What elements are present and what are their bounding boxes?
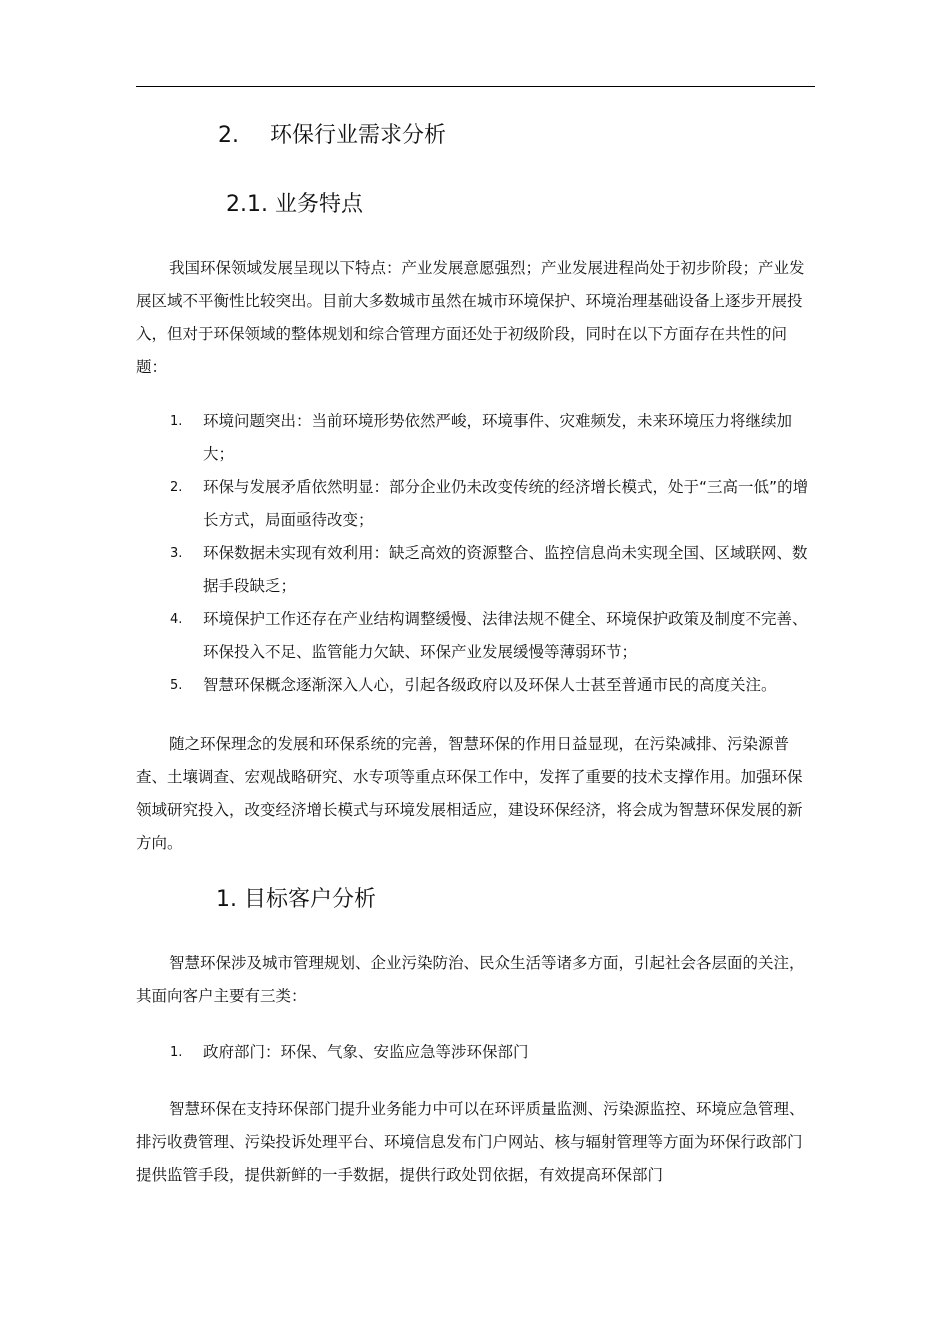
list-marker: 5. bbox=[170, 678, 183, 693]
list-item bbox=[136, 1036, 815, 1069]
list-marker: 4. bbox=[170, 612, 183, 627]
section-title: 环保行业需求分析 bbox=[270, 123, 447, 148]
list-item-text: 环保与发展矛盾依然明显：部分企业仍未改变传统的经济增长模式，处于“三高一低”的增长方式，局面亟待改变； bbox=[203, 478, 809, 529]
list-item bbox=[136, 603, 815, 669]
header-rule bbox=[136, 86, 815, 87]
development-paragraph: 随之环保理念的发展和环保系统的完善，智慧环保的作用日益显现，在污染减排、污染源普查、土壤调查、宏观战略研究、水专项等重点环保工作中，发挥了重要的技术支撑作用。加强环保领域研究投入，改变经济增长模式与环境发展相适应，建设环保经济，将会成为智慧环保发展的新方向。 bbox=[136, 735, 803, 852]
list-marker: 1. bbox=[170, 1045, 183, 1060]
list-item-text: 政府部门：环保、气象、安监应急等涉环保部门 bbox=[203, 1043, 529, 1061]
list-item bbox=[136, 405, 815, 471]
list-item bbox=[136, 537, 815, 603]
subsection-heading-2-1: 2.1. 业务特点 bbox=[226, 192, 363, 217]
section-number: 2. bbox=[218, 123, 239, 148]
list-item-text: 环境问题突出：当前环境形势依然严峻，环境事件、灾难频发，未来环境压力将继续加大； bbox=[203, 412, 793, 463]
customer-intro-paragraph: 智慧环保涉及城市管理规划、企业污染防治、民众生活等诸多方面，引起社会各层面的关注，其面向客户主要有三类： bbox=[136, 954, 805, 1005]
list-item-text: 环境保护工作还存在产业结构调整缓慢、法律法规不健全、环境保护政策及制度不完善、环保投入不足、监管能力欠缺、环保产业发展缓慢等薄弱环节； bbox=[203, 610, 808, 661]
list-item bbox=[136, 471, 815, 537]
customer-list bbox=[136, 1036, 815, 1069]
list-item-text: 智慧环保概念逐渐深入人心，引起各级政府以及环保人士甚至普通市民的高度关注。 bbox=[203, 676, 777, 694]
section-heading-2 bbox=[218, 120, 446, 152]
list-marker: 2. bbox=[170, 480, 183, 495]
government-paragraph: 智慧环保在支持环保部门提升业务能力中可以在环评质量监测、污染源监控、环境应急管理、排污收费管理、污染投诉处理平台、环境信息发布门户网站、核与辐射管理等方面为环保行政部门提供监管手段，提供新鲜的一手数据，提供行政处罚依据，有效提高环保部门 bbox=[136, 1100, 805, 1184]
list-marker: 1. bbox=[170, 414, 183, 429]
list-item-text: 环保数据未实现有效利用：缺乏高效的资源整合、监控信息尚未实现全国、区域联网、数据手段缺乏； bbox=[203, 544, 808, 595]
list-marker: 3. bbox=[170, 546, 183, 561]
list-item bbox=[136, 669, 815, 702]
subsection-heading-customer: 1. 目标客户分析 bbox=[216, 887, 376, 912]
intro-paragraph: 我国环保领域发展呈现以下特点：产业发展意愿强烈；产业发展进程尚处于初步阶段；产业发展区域不平衡性比较突出。目前大多数城市虽然在城市环境保护、环境治理基础设备上逐步开展投入，但对于环保领域的整体规划和综合管理方面还处于初级阶段，同时在以下方面存在共性的问题： bbox=[136, 259, 805, 376]
issues-list bbox=[136, 405, 815, 702]
